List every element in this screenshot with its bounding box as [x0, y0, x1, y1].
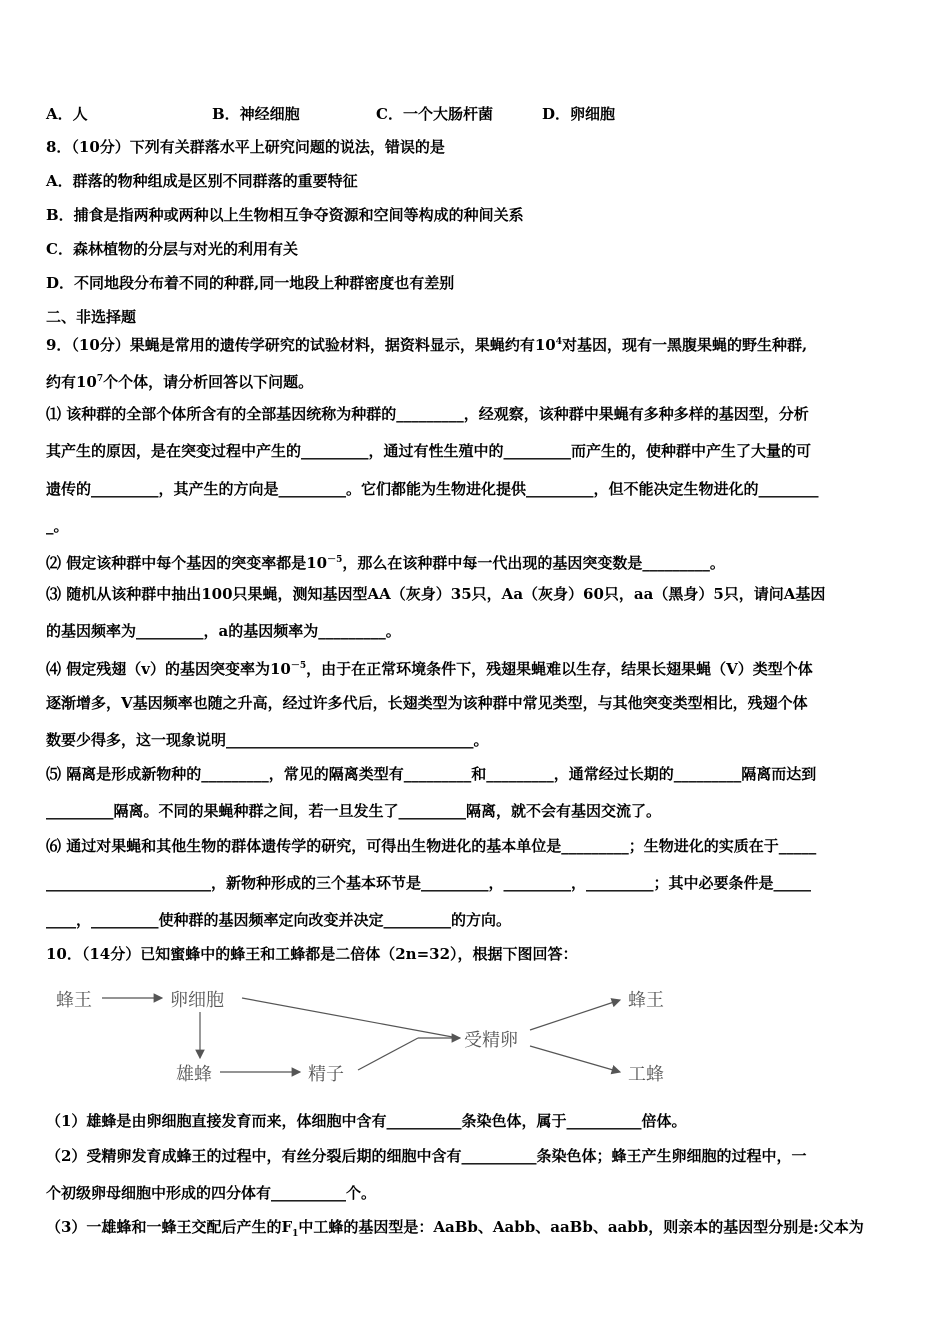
diagram-queen: 蜂王 — [56, 990, 92, 1011]
line-sperm-to-zygote — [358, 1038, 418, 1070]
q8-option-d: D．不同地段分布着不同的种群,同一地段上种群密度也有差别 — [46, 274, 455, 292]
q7-option-b: B．神经细胞 — [212, 105, 300, 123]
q8-stem: 8．（10分）下列有关群落水平上研究问题的说法，错误的是 — [46, 138, 445, 156]
q9-part2: ⑵ 假定该种群中每个基因的突变率都是$10^{-5}$，那么在该种群中每一代出现的基因突变数是_________。 — [46, 554, 725, 572]
q10-part3: （3）一雄蜂和一蜂王交配后产生的$F_1$中工蜂的基因型是：AaBb、Aabb、aaBb、aabb，则亲本的基因型分别是:父本为 — [46, 1218, 864, 1239]
bee-reproduction-diagram — [50, 980, 690, 1090]
q9-part4-line1: ⑷ 假定残翅（v）的基因突变率为$10^{-5}$，由于在正常环境条件下，残翅果蝇难以生存，结果长翅果蝇（V）类型个体 — [46, 660, 813, 678]
diagram-zygote: 受精卵 — [464, 1030, 518, 1051]
q9-part1-line1: ⑴ 该种群的全部个体所含有的全部基因统称为种群的_________，经观察，该种群中果蝇有多种多样的基因型，分析 — [46, 405, 809, 423]
q9-part3-line2: 的基因频率为_________，a的基因频率为_________。 — [46, 622, 401, 640]
q9-part1-line4: _。 — [46, 517, 69, 535]
diagram-worker: 工蜂 — [628, 1064, 664, 1085]
q9-part4-line2: 逐渐增多，V基因频率也随之升高，经过许多代后，长翅类型为该种群中常见类型，与其他突变类型相比，残翅个体 — [46, 694, 808, 712]
q7-option-d: D．卵细胞 — [542, 105, 616, 123]
diagram-arrows — [50, 980, 690, 1090]
q9-part3-line1: ⑶ 随机从该种群中抽出100只果蝇，测知基因型AA（灰身）35只，Aa（灰身）60只，aa（黑身）5只，请问A基因 — [46, 585, 826, 603]
diagram-drone: 雄蜂 — [176, 1064, 212, 1085]
arrow-zygote-to-queen — [530, 1000, 620, 1030]
arrow-zygote-to-worker — [530, 1046, 620, 1072]
q9-part1-line3: 遗传的_________，其产生的方向是_________。它们都能为生物进化提供_________，但不能决定生物进化的________ — [46, 480, 819, 498]
q8-option-a: A．群落的物种组成是区别不同群落的重要特征 — [46, 172, 358, 190]
line-egg-to-zygote — [242, 998, 458, 1038]
q9-part6-line3: ____，_________使种群的基因频率定向改变并决定_________的方向。 — [46, 911, 512, 929]
q10-part2-line1: （2）受精卵发育成蜂王的过程中，有丝分裂后期的细胞中含有__________条染色体；蜂王产生卵细胞的过程中，一 — [46, 1147, 807, 1165]
diagram-egg: 卵细胞 — [170, 990, 224, 1011]
q9-part4-line3: 数要少得多，这一现象说明_________________________________。 — [46, 731, 489, 749]
diagram-queen-out: 蜂王 — [628, 990, 664, 1011]
q10-part1: （1）雄蜂是由卵细胞直接发育而来，体细胞中含有__________条染色体，属于__________倍体。 — [46, 1112, 687, 1130]
q8-option-c: C．森林植物的分层与对光的利用有关 — [46, 240, 298, 258]
q9-part6-line2: ______________________，新物种形成的三个基本环节是_________，_________，_________；其中必要条件是_____ — [46, 874, 812, 892]
q7-option-a: A．人 — [46, 105, 88, 123]
q10-part2-line2: 个初级卵母细胞中形成的四分体有__________个。 — [46, 1184, 377, 1202]
q9-part5-line1: ⑸ 隔离是形成新物种的_________，常见的隔离类型有_________和_________，通常经过长期的_________隔离而达到 — [46, 765, 817, 783]
diagram-sperm: 精子 — [308, 1064, 344, 1085]
section-heading: 二、非选择题 — [46, 308, 137, 326]
q10-stem: 10．（14分）已知蜜蜂中的蜂王和工蜂都是二倍体（2n=32），根据下图回答： — [46, 945, 578, 963]
q8-option-b: B．捕食是指两种或两种以上生物相互争夺资源和空间等构成的种间关系 — [46, 206, 524, 224]
q9-stem-line2: 约有$10^7$个个体，请分析回答以下问题。 — [46, 373, 314, 391]
q9-part1-line2: 其产生的原因，是在突变过程中产生的_________，通过有性生殖中的_________而产生的，使种群中产生了大量的可 — [46, 442, 812, 460]
q9-part5-line2: _________隔离。不同的果蝇种群之间，若一旦发生了_________隔离，就不会有基因交流了。 — [46, 802, 662, 820]
q9-stem: 9．（10分）果蝇是常用的遗传学研究的试验材料，据资料显示，果蝇约有$10^4$对基因，现有一黑腹果蝇的野生种群, — [46, 336, 808, 354]
q7-option-c: C．一个大肠杆菌 — [376, 105, 493, 123]
q9-part6-line1: ⑹ 通过对果蝇和其他生物的群体遗传学的研究，可得出生物进化的基本单位是_________；生物进化的实质在于_____ — [46, 837, 817, 855]
